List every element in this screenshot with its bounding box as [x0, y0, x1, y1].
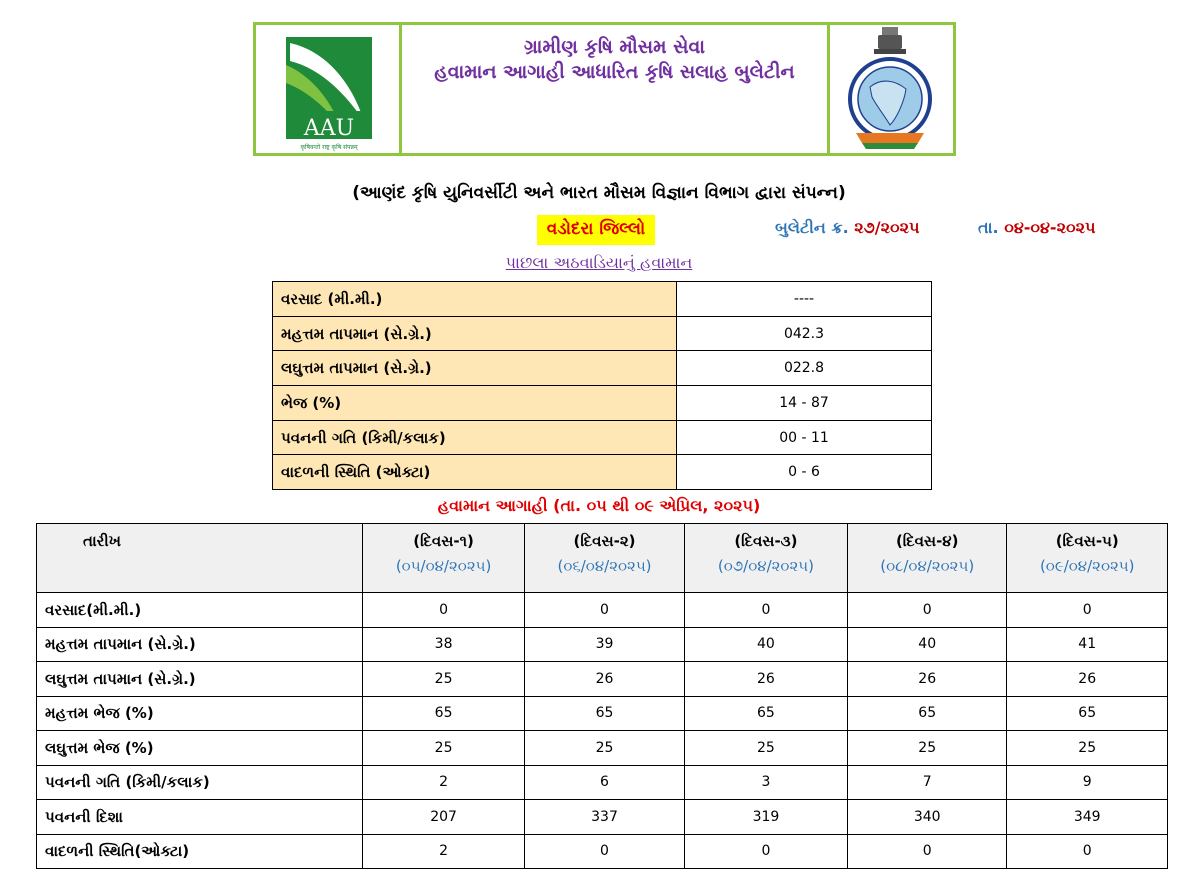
forecast-cell: 40	[684, 627, 847, 662]
forecast-day-header	[847, 524, 1006, 593]
forecast-cell: 349	[1007, 800, 1168, 835]
forecast-row-label: પવનની દિશા	[37, 800, 363, 835]
forecast-date-header: તારીખ	[37, 524, 363, 593]
forecast-cell: 26	[1007, 662, 1168, 697]
past-week-label: વાદળની સ્થિતિ (ઓક્ટા)	[273, 455, 677, 490]
forecast-row-label: વરસાદ(મી.મી.)	[37, 593, 363, 628]
bulletin-date-value: ૦૪-૦૪-૨૦૨૫	[1004, 218, 1096, 237]
imd-logo	[830, 25, 953, 153]
bulletin-number-value: ૨૭/૨૦૨૫	[854, 218, 920, 237]
district-name: વડોદરા જિલ્લો	[537, 215, 655, 245]
forecast-cell: 340	[847, 800, 1006, 835]
forecast-cell: 26	[525, 662, 685, 697]
past-week-row	[273, 351, 932, 386]
forecast-cell: 39	[525, 627, 685, 662]
forecast-cell: 65	[1007, 696, 1168, 731]
past-week-row	[273, 282, 932, 317]
forecast-day-date: (૦૫/૦૪/૨૦૨૫)	[395, 557, 492, 575]
forecast-row-label: લઘુત્તમ તાપમાન (સે.ગ્રે.)	[37, 662, 363, 697]
forecast-cell: 0	[525, 593, 685, 628]
past-week-table	[272, 281, 932, 490]
forecast-day-header	[1007, 524, 1168, 593]
forecast-cell: 2	[363, 834, 525, 869]
past-week-value: 14 - 87	[677, 386, 932, 421]
past-week-value: 042.3	[677, 316, 932, 351]
forecast-day-header	[684, 524, 847, 593]
header-titles	[402, 25, 830, 153]
forecast-cell: 0	[1007, 593, 1168, 628]
forecast-cell: 65	[363, 696, 525, 731]
aau-logo-tagline: कृषिवन्तो राष्ट्र कृषि संपन्नम्	[300, 144, 358, 151]
forecast-cell: 65	[847, 696, 1006, 731]
forecast-row	[37, 800, 1168, 835]
forecast-row	[37, 834, 1168, 869]
forecast-cell: 319	[684, 800, 847, 835]
forecast-cell: 41	[1007, 627, 1168, 662]
forecast-row-label: પવનની ગતિ (કિમી/કલાક)	[37, 765, 363, 800]
forecast-cell: 9	[1007, 765, 1168, 800]
bulletin-date-label: તા.	[978, 218, 999, 237]
forecast-cell: 26	[847, 662, 1006, 697]
forecast-cell: 0	[847, 834, 1006, 869]
forecast-cell: 25	[684, 731, 847, 766]
forecast-day-name: (દિવસ-૩)	[734, 532, 798, 550]
forecast-header-row	[37, 524, 1168, 593]
forecast-cell: 0	[525, 834, 685, 869]
forecast-cell: 207	[363, 800, 525, 835]
past-week-title: પાછલા અઠવાડિયાનું હવામાન	[505, 253, 693, 272]
forecast-cell: 25	[363, 731, 525, 766]
bulletin-number-label: બુલેટીન ક્ર.	[775, 218, 849, 237]
forecast-row	[37, 627, 1168, 662]
header-title-line1: ગ્રામીણ કૃષિ મૌસમ સેવા	[523, 36, 706, 58]
bulletin-header	[253, 22, 956, 156]
forecast-day-date: (૦૮/૦૪/૨૦૨૫)	[880, 557, 975, 575]
bulletin-date	[978, 218, 1096, 238]
forecast-day-name: (દિવસ-૫)	[1055, 532, 1119, 550]
past-week-value: ----	[677, 282, 932, 317]
forecast-row	[37, 696, 1168, 731]
past-week-label: વરસાદ (મી.મી.)	[273, 282, 677, 317]
past-week-row	[273, 455, 932, 490]
forecast-cell: 25	[1007, 731, 1168, 766]
forecast-day-name: (દિવસ-૧)	[413, 532, 474, 550]
forecast-cell: 25	[847, 731, 1006, 766]
bulletin-subtitle: (આણંદ કૃષિ યુનિવર્સીટી અને ભારત મૌસમ વિજ્ઞાન વિભાગ દ્વારા સંપન્ન)	[352, 183, 846, 203]
imd-emblem-icon	[830, 25, 950, 153]
past-week-value: 0 - 6	[677, 455, 932, 490]
forecast-cell: 26	[684, 662, 847, 697]
past-week-label: લઘુત્તમ તાપમાન (સે.ગ્રે.)	[273, 351, 677, 386]
aau-logo	[256, 25, 402, 153]
past-week-label: મહત્તમ તાપમાન (સે.ગ્રે.)	[273, 316, 677, 351]
forecast-row-label: લઘુત્તમ ભેજ (%)	[37, 731, 363, 766]
past-week-row	[273, 420, 932, 455]
forecast-row	[37, 731, 1168, 766]
forecast-cell: 25	[525, 731, 685, 766]
forecast-cell: 2	[363, 765, 525, 800]
forecast-cell: 337	[525, 800, 685, 835]
forecast-cell: 65	[684, 696, 847, 731]
forecast-row-label: વાદળની સ્થિતિ(ઓક્ટા)	[37, 834, 363, 869]
forecast-day-name: (દિવસ-૨)	[573, 532, 636, 550]
forecast-day-date: (૦૯/૦૪/૨૦૨૫)	[1039, 557, 1135, 575]
forecast-cell: 0	[1007, 834, 1168, 869]
forecast-cell: 3	[684, 765, 847, 800]
forecast-day-header	[525, 524, 685, 593]
past-week-label: ભેજ (%)	[273, 386, 677, 421]
past-week-value: 00 - 11	[677, 420, 932, 455]
forecast-cell: 0	[363, 593, 525, 628]
past-week-row	[273, 316, 932, 351]
past-week-row	[273, 386, 932, 421]
forecast-table	[36, 523, 1168, 869]
forecast-cell: 0	[684, 834, 847, 869]
past-week-label: પવનની ગતિ (કિમી/કલાક)	[273, 420, 677, 455]
forecast-cell: 38	[363, 627, 525, 662]
forecast-title: હવામાન આગાહી (તા. ૦૫ થી ૦૯ એપ્રિલ, ૨૦૨૫)	[437, 496, 761, 515]
forecast-cell: 0	[847, 593, 1006, 628]
forecast-row-label: મહત્તમ તાપમાન (સે.ગ્રે.)	[37, 627, 363, 662]
forecast-day-header	[363, 524, 525, 593]
forecast-row	[37, 593, 1168, 628]
forecast-cell: 25	[363, 662, 525, 697]
header-title-line2: હવામાન આગાહી આધારિત કૃષિ સલાહ બુલેટીન	[434, 61, 795, 83]
forecast-row-label: મહત્તમ ભેજ (%)	[37, 696, 363, 731]
forecast-cell: 0	[684, 593, 847, 628]
past-week-value: 022.8	[677, 351, 932, 386]
forecast-cell: 6	[525, 765, 685, 800]
bulletin-number	[775, 218, 920, 238]
forecast-cell: 65	[525, 696, 685, 731]
forecast-row	[37, 662, 1168, 697]
forecast-day-date: (૦૬/૦૪/૨૦૨૫)	[557, 557, 652, 575]
aau-logo-icon	[256, 25, 396, 153]
aau-logo-text: AAU	[303, 116, 355, 141]
forecast-day-date: (૦૭/૦૪/૨૦૨૫)	[717, 557, 814, 575]
forecast-row	[37, 765, 1168, 800]
forecast-day-name: (દિવસ-૪)	[895, 532, 959, 550]
forecast-cell: 7	[847, 765, 1006, 800]
forecast-cell: 40	[847, 627, 1006, 662]
